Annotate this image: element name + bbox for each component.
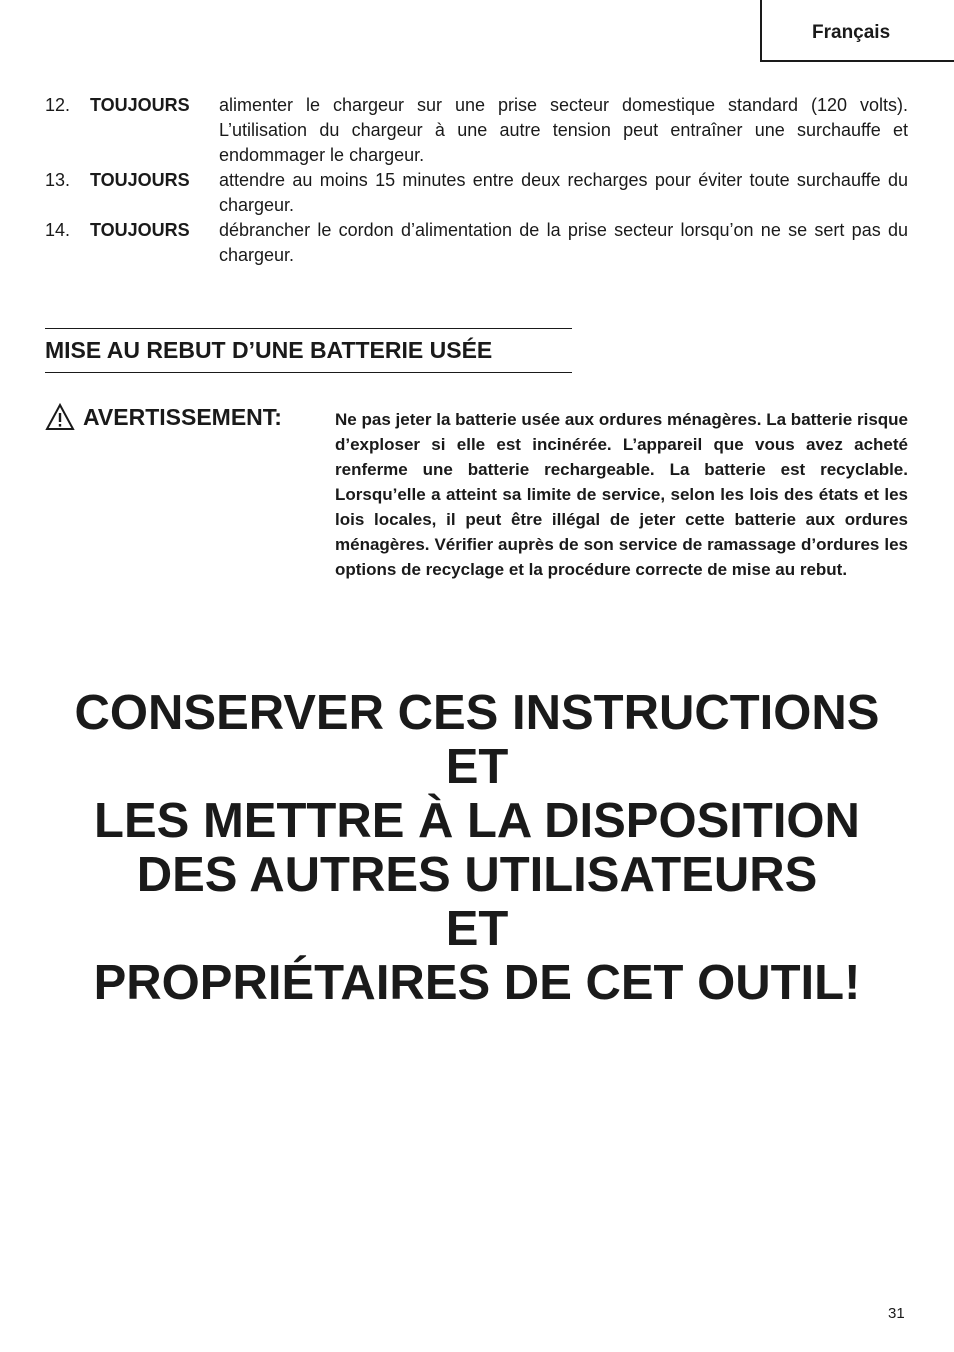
item-number: 13.	[45, 170, 71, 190]
item-keyword: TOUJOURS	[90, 220, 190, 240]
list-item	[45, 218, 908, 268]
item-keyword: TOUJOURS	[90, 170, 190, 190]
list-item	[45, 93, 908, 168]
closing-line: ET	[445, 740, 509, 794]
safety-items-list	[45, 93, 908, 268]
disposal-section-title: MISE AU REBUT D’UNE BATTERIE USÉE	[45, 328, 572, 373]
item-text: débrancher le cordon d’alimentation de la prise secteur lorsqu’on ne se sert pas du chargeur.	[219, 220, 908, 265]
page-number: 31	[888, 1305, 905, 1322]
closing-line: LES METTRE À LA DISPOSITION	[94, 794, 860, 848]
warning-heading	[45, 402, 282, 432]
warning-text: Ne pas jeter la batterie usée aux ordures ménagères. La batterie risque d’exploser si elle est incinérée. L’appareil que vous avez acheté renferme une batterie rechargeable. La batterie est recyclable. Lorsqu’elle a atteint sa limite de service, selon les lois des états et les lois locales, il peut être illégal de jeter cette batterie aux ordures ménagères. Vérifier auprès de son service de ramassage d’ordures les options de recyclage et la procédure correcte de mise au rebut.	[335, 410, 908, 579]
closing-line: DES AUTRES UTILISATEURS	[136, 848, 818, 902]
closing-statement	[0, 686, 954, 1010]
language-label: Français	[812, 22, 891, 43]
closing-line: ET	[445, 902, 509, 956]
closing-line: CONSERVER CES INSTRUCTIONS	[74, 686, 880, 740]
warning-label: AVERTISSEMENT:	[83, 403, 282, 430]
list-item	[45, 168, 908, 218]
language-tab	[760, 0, 954, 62]
warning-triangle-icon	[45, 402, 75, 432]
item-text: alimenter le chargeur sur une prise secteur domestique standard (120 volts). L’utilisation du chargeur à une autre tension peut entraîner une surchauffe et endommager le chargeur.	[219, 95, 908, 165]
closing-line: PROPRIÉTAIRES DE CET OUTIL!	[93, 956, 861, 1010]
item-number: 12.	[45, 95, 71, 115]
item-text: attendre au moins 15 minutes entre deux recharges pour éviter toute surchauffe du chargeur.	[219, 170, 908, 215]
item-keyword: TOUJOURS	[90, 95, 190, 115]
item-number: 14.	[45, 220, 71, 240]
